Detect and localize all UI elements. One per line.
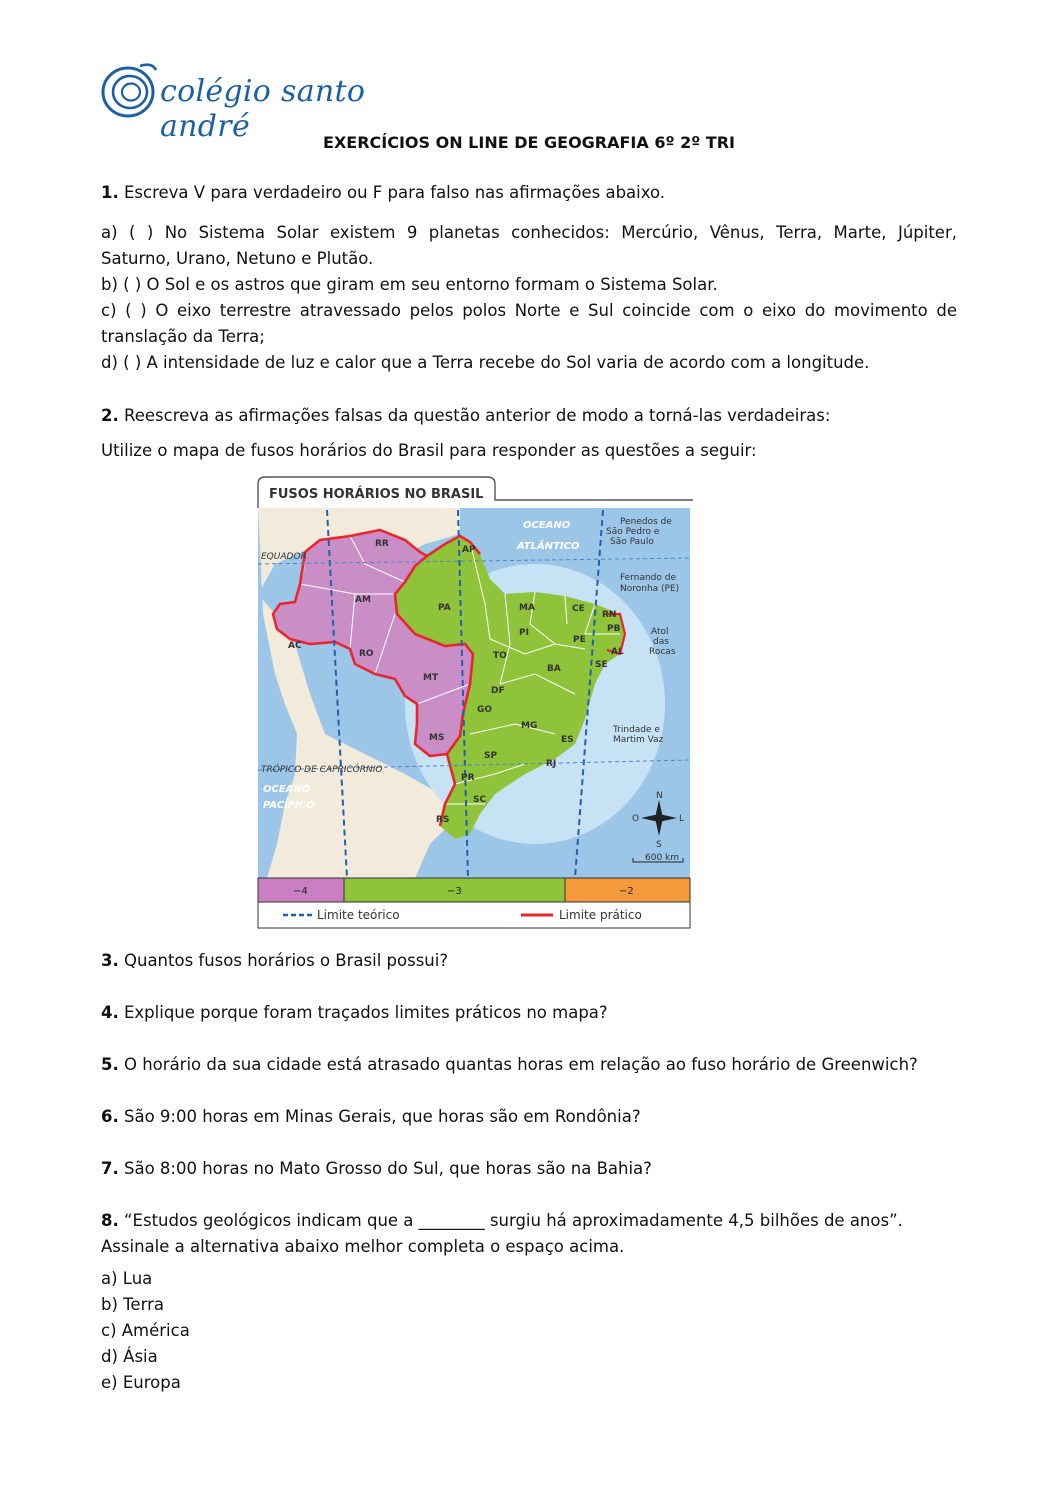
question-number: 1. <box>101 183 119 202</box>
state-label: PR <box>461 773 475 783</box>
page-title: EXERCÍCIOS ON LINE DE GEOGRAFIA 6º 2º TRI <box>323 133 735 152</box>
school-name: colégio santo andré <box>160 74 366 144</box>
state-label: RO <box>359 649 374 659</box>
map-intro: Utilize o mapa de fusos horários do Brasil para responder as questões a seguir: <box>101 441 757 460</box>
zone-label-west: −4 <box>293 886 308 897</box>
question-text: Quantos fusos horários o Brasil possui? <box>118 951 449 970</box>
penedos-label-1: Penedos de <box>620 517 672 527</box>
question-number: 4. <box>101 1003 119 1022</box>
fernando-label-1: Fernando de <box>620 573 677 583</box>
state-label: AC <box>288 641 302 651</box>
question-3 <box>101 948 448 974</box>
question-number: 5. <box>101 1055 119 1074</box>
school-logo <box>100 60 420 144</box>
logo-swirl-icon <box>100 60 158 120</box>
state-label: PI <box>519 628 529 638</box>
state-label: ES <box>561 735 574 745</box>
penedos-label-3: São Paulo <box>610 537 654 547</box>
state-label: SE <box>595 660 608 670</box>
state-label: SP <box>484 751 498 761</box>
question-text: Escreva V para verdadeiro ou F para falso nas afirmações abaixo. <box>118 183 666 202</box>
q8-option-a: a) Lua <box>101 1269 153 1288</box>
question-7 <box>101 1156 652 1182</box>
question-number: 8. <box>101 1211 119 1230</box>
penedos-label-2: São Pedro e <box>606 527 660 537</box>
state-label: PE <box>573 635 586 645</box>
atol-label-1: Atol <box>651 627 669 637</box>
question-number: 2. <box>101 406 119 425</box>
q8-option-c: c) América <box>101 1321 190 1340</box>
zone-label-east: −2 <box>619 886 634 897</box>
question-5 <box>101 1052 918 1078</box>
q1-option-c-line2: translação da Terra; <box>101 327 265 346</box>
question-number: 7. <box>101 1159 119 1178</box>
state-label: RS <box>436 815 450 825</box>
state-label: MS <box>429 733 445 743</box>
atol-label-2: das <box>653 637 669 647</box>
legend-theoretical-label: Limite teórico <box>317 908 400 922</box>
question-6 <box>101 1104 641 1130</box>
question-text: O horário da sua cidade está atrasado quantas horas em relação ao fuso horário de Greenwich? <box>118 1055 918 1074</box>
q1-option-a-line1: a) ( ) No Sistema Solar existem 9 planetas conhecidos: Mercúrio, Vênus, Terra, Marte, Júpiter, <box>101 223 957 242</box>
state-label: AP <box>462 545 476 555</box>
question-number: 3. <box>101 951 119 970</box>
scale-label: 600 km <box>645 853 680 863</box>
state-label: RN <box>602 610 617 620</box>
state-label: AM <box>355 595 371 605</box>
tropic-label: TRÓPICO DE CAPRICÓRNIO <box>261 765 383 775</box>
atol-label-3: Rocas <box>649 647 676 657</box>
legend-practical-label: Limite prático <box>559 908 642 922</box>
state-label: GO <box>477 705 493 715</box>
zone-label-central: −3 <box>447 886 462 897</box>
fernando-label-2: Noronha (PE) <box>620 584 680 594</box>
compass-l: L <box>679 814 685 824</box>
state-label: RR <box>375 539 389 549</box>
pacific-label-1: OCEANO <box>263 784 311 795</box>
q1-option-b: b) ( ) O Sol e os astros que giram em seu entorno formam o Sistema Solar. <box>101 275 718 294</box>
state-label: AL <box>611 647 624 657</box>
trindade-label-1: Trindade e <box>613 725 660 735</box>
question-2 <box>101 403 830 429</box>
state-label: DF <box>491 686 505 696</box>
atlantic-label-2: ATLÂNTICO <box>517 541 580 552</box>
q8-option-d: d) Ásia <box>101 1347 158 1366</box>
q8-option-b: b) Terra <box>101 1295 164 1314</box>
state-label: TO <box>493 651 507 661</box>
pacific-label-2: PACÍFICO <box>263 800 315 811</box>
state-label: MT <box>423 673 439 683</box>
question-number: 6. <box>101 1107 119 1126</box>
question-4 <box>101 1000 608 1026</box>
question-text: “Estudos geológicos indicam que a ________ surgiu há aproximadamente 4,5 bilhões de anos”. <box>118 1211 903 1230</box>
state-label: BA <box>547 664 561 674</box>
q1-option-c-line1: c) ( ) O eixo terrestre atravessado pelos polos Norte e Sul coincide com o eixo do movimento de <box>101 301 957 320</box>
trindade-label-2: Martim Vaz <box>613 735 664 745</box>
time-zone-map <box>255 474 693 932</box>
q8-option-e: e) Europa <box>101 1373 181 1392</box>
state-label: PA <box>438 603 451 613</box>
q1-option-a-line2: Saturno, Urano, Netuno e Plutão. <box>101 249 374 268</box>
question-1 <box>101 180 665 206</box>
state-label: MG <box>521 721 538 731</box>
state-label: SC <box>473 795 487 805</box>
compass-o: O <box>632 814 640 824</box>
question-text: São 8:00 horas no Mato Grosso do Sul, que horas são na Bahia? <box>118 1159 652 1178</box>
state-label: MA <box>519 603 535 613</box>
question-text: Explique porque foram traçados limites práticos no mapa? <box>118 1003 608 1022</box>
question-8 <box>101 1208 903 1234</box>
question-text: Reescreva as afirmações falsas da questão anterior de modo a torná-las verdadeiras: <box>118 406 831 425</box>
compass-n: N <box>656 791 663 801</box>
state-label: CE <box>572 604 585 614</box>
q1-option-d: d) ( ) A intensidade de luz e calor que a Terra recebe do Sol varia de acordo com a longitude. <box>101 353 870 372</box>
question-8-instruction: Assinale a alternativa abaixo melhor completa o espaço acima. <box>101 1237 625 1256</box>
state-label: PB <box>607 624 621 634</box>
compass-s: S <box>656 840 662 850</box>
map-title: FUSOS HORÁRIOS NO BRASIL <box>269 487 484 502</box>
state-label: RJ <box>546 759 557 769</box>
question-text: São 9:00 horas em Minas Gerais, que horas são em Rondônia? <box>118 1107 641 1126</box>
equator-label: EQUADOR <box>261 552 307 562</box>
atlantic-label-1: OCEANO <box>523 520 571 531</box>
time-zone-map-graphic <box>255 474 693 932</box>
